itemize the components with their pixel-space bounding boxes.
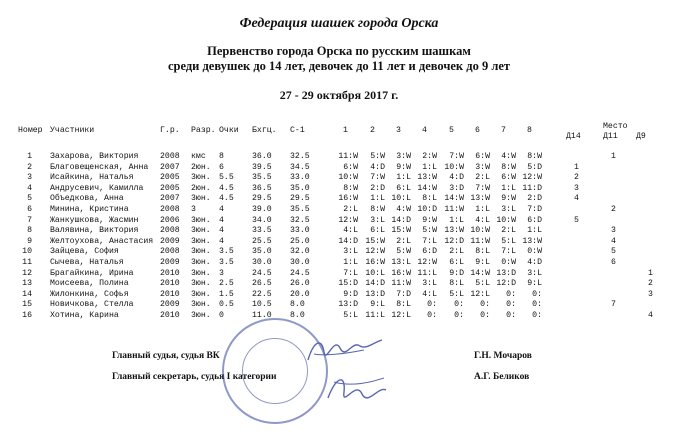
cell-round-4: 10:D bbox=[417, 205, 437, 214]
cell-round-6: 14:W bbox=[470, 268, 490, 278]
cell-points: 4 bbox=[219, 215, 224, 225]
cell-name: Сычева, Наталья bbox=[50, 258, 124, 267]
cell-round-8: 9:L bbox=[527, 279, 542, 289]
cell-rank: 3юн. bbox=[191, 300, 211, 310]
cell-round-5: 8:L bbox=[449, 279, 464, 289]
cell-round-7: 3:L bbox=[501, 205, 516, 214]
cell-round-5: 0: bbox=[454, 300, 464, 310]
cell-round-3: 14:D bbox=[391, 215, 411, 225]
cell-c1: 32.5 bbox=[290, 215, 310, 225]
cell-round-5: 3:D bbox=[449, 183, 464, 193]
cell-points: 3 bbox=[219, 268, 224, 278]
cell-round-1: 13:D bbox=[338, 300, 358, 310]
cell-name: Хотина, Карина bbox=[50, 311, 119, 320]
cell-num: 4 bbox=[27, 183, 32, 193]
chief-judge-name: Г.Н. Мочаров bbox=[474, 351, 532, 361]
cell-year: 2009 bbox=[160, 300, 180, 310]
col-header-round-6: 6 bbox=[475, 126, 480, 135]
cell-round-7: 0:W bbox=[501, 258, 516, 267]
cell-rank: 3юн. bbox=[191, 279, 211, 289]
cell-round-1: 1:L bbox=[343, 258, 358, 267]
col-header-round-2: 2 bbox=[370, 126, 375, 135]
cell-round-2: 5:W bbox=[370, 152, 385, 161]
cell-buch: 26.5 bbox=[252, 279, 272, 289]
cell-round-5: 0: bbox=[454, 311, 464, 320]
cell-round-2: 11:L bbox=[365, 311, 385, 320]
cell-round-5: 4:D bbox=[449, 173, 464, 183]
cell-round-2: 9:L bbox=[370, 300, 385, 310]
cell-round-1: 16:W bbox=[338, 194, 358, 204]
cell-round-6: 1:L bbox=[475, 205, 490, 214]
cell-points: 4 bbox=[219, 236, 224, 246]
cell-round-1: 4:L bbox=[343, 226, 358, 236]
cell-round-2: 10:L bbox=[365, 268, 385, 278]
cell-num: 15 bbox=[22, 300, 32, 310]
cell-round-6: 12:L bbox=[470, 289, 490, 299]
col-header-d11: Д11 bbox=[603, 132, 618, 141]
cell-c1: 35.5 bbox=[290, 205, 310, 214]
cell-place-d9: 1 bbox=[648, 268, 653, 278]
cell-rank: 3юн. bbox=[191, 226, 211, 236]
cell-round-6: 9:L bbox=[475, 258, 490, 267]
cell-round-4: 2:W bbox=[422, 152, 437, 161]
cell-points: 4 bbox=[219, 226, 224, 236]
cell-round-1: 3:L bbox=[343, 247, 358, 257]
cell-round-2: 13:D bbox=[365, 289, 385, 299]
tournament-title-line2: среди девушек до 14 лет, девочек до 11 лет и девочек до 9 лет bbox=[167, 59, 511, 73]
cell-name: Валявина, Виктория bbox=[50, 226, 139, 236]
cell-round-3: 10:L bbox=[391, 194, 411, 204]
col-header-d9: Д9 bbox=[636, 132, 646, 141]
cell-round-5: 12:D bbox=[444, 236, 464, 246]
cell-round-6: 4:L bbox=[475, 215, 490, 225]
cell-round-1: 11:W bbox=[338, 152, 358, 161]
cell-c1: 26.0 bbox=[290, 279, 310, 289]
col-header-buchholz: Бхгц. bbox=[252, 126, 277, 135]
cell-round-2: 8:W bbox=[370, 205, 385, 214]
cell-name: Захарова, Виктория bbox=[50, 152, 139, 161]
secretary-signature-icon bbox=[322, 368, 392, 416]
cell-buch: 30.0 bbox=[252, 258, 272, 267]
cell-buch: 22.5 bbox=[252, 289, 272, 299]
chief-secretary-title: Главный секретарь, судья I категории bbox=[112, 372, 277, 382]
cell-name: Минина, Кристина bbox=[50, 205, 129, 214]
cell-c1: 20.0 bbox=[290, 289, 310, 299]
cell-place-d11: 6 bbox=[611, 258, 616, 267]
col-header-num: Номер bbox=[18, 126, 43, 135]
cell-buch: 35.5 bbox=[252, 173, 272, 183]
cell-buch: 11.0 bbox=[252, 311, 272, 320]
cell-round-1: 6:W bbox=[343, 162, 358, 172]
cell-c1: 8.0 bbox=[290, 300, 305, 310]
cell-round-3: 5:W bbox=[396, 247, 411, 257]
cell-year: 2005 bbox=[160, 183, 180, 193]
tournament-dates: 27 - 29 октября 2017 г. bbox=[279, 88, 399, 102]
cell-points: 6 bbox=[219, 162, 224, 172]
cell-round-5: 7:W bbox=[449, 152, 464, 161]
cell-round-5: 10:W bbox=[444, 162, 464, 172]
cell-round-2: 12:W bbox=[365, 247, 385, 257]
cell-name: Благовещенская, Анна bbox=[50, 162, 149, 172]
cell-num: 1 bbox=[27, 152, 32, 161]
col-header-name: Участники bbox=[50, 126, 95, 135]
cell-place-d14: 4 bbox=[574, 194, 579, 204]
cell-rank: 3юн. bbox=[191, 247, 211, 257]
col-header-round-1: 1 bbox=[343, 126, 348, 135]
cell-round-7: 9:W bbox=[501, 194, 516, 204]
cell-round-7: 4:W bbox=[501, 152, 516, 161]
cell-round-8: 3:L bbox=[527, 268, 542, 278]
cell-points: 4.5 bbox=[219, 194, 234, 204]
cell-round-7: 13:D bbox=[496, 268, 516, 278]
cell-round-1: 2:L bbox=[343, 205, 358, 214]
cell-num: 9 bbox=[27, 236, 32, 246]
cell-round-8: 6:D bbox=[527, 215, 542, 225]
cell-place-d14: 3 bbox=[574, 183, 579, 193]
cell-round-8: 0: bbox=[532, 311, 542, 320]
cell-round-6: 6:W bbox=[475, 152, 490, 161]
col-header-points: Очки bbox=[219, 126, 239, 135]
cell-year: 2008 bbox=[160, 152, 180, 161]
cell-round-5: 5:L bbox=[449, 289, 464, 299]
col-header-place: Место bbox=[603, 122, 628, 131]
cell-c1: 8.0 bbox=[290, 311, 305, 320]
cell-rank: кмс bbox=[191, 152, 206, 161]
cell-round-2: 14:D bbox=[365, 279, 385, 289]
cell-year: 2006 bbox=[160, 215, 180, 225]
cell-place-d11: 4 bbox=[611, 236, 616, 246]
cell-place-d9: 3 bbox=[648, 289, 653, 299]
cell-round-8: 12:W bbox=[522, 173, 542, 183]
cell-place-d11: 7 bbox=[611, 300, 616, 310]
cell-round-8: 0:W bbox=[527, 247, 542, 257]
cell-name: Исайкина, Наталья bbox=[50, 173, 134, 183]
cell-year: 2009 bbox=[160, 236, 180, 246]
cell-round-2: 15:W bbox=[365, 236, 385, 246]
cell-round-2: 4:D bbox=[370, 162, 385, 172]
cell-year: 2008 bbox=[160, 247, 180, 257]
cell-round-4: 13:W bbox=[417, 173, 437, 183]
cell-buch: 29.5 bbox=[252, 194, 272, 204]
cell-round-7: 1:L bbox=[501, 183, 516, 193]
cell-rank: 2юн. bbox=[191, 162, 211, 172]
cell-round-2: 6:L bbox=[370, 226, 385, 236]
col-header-round-4: 4 bbox=[422, 126, 427, 135]
cell-round-1: 12:W bbox=[338, 215, 358, 225]
cell-round-7: 7:L bbox=[501, 247, 516, 257]
cell-c1: 33.0 bbox=[290, 173, 310, 183]
cell-round-7: 0: bbox=[506, 300, 516, 310]
cell-round-1: 10:W bbox=[338, 173, 358, 183]
cell-round-3: 15:W bbox=[391, 226, 411, 236]
cell-round-3: 12:L bbox=[391, 311, 411, 320]
cell-place-d14: 2 bbox=[574, 173, 579, 183]
cell-round-1: 9:D bbox=[343, 289, 358, 299]
cell-round-8: 11:D bbox=[522, 183, 542, 193]
cell-round-7: 12:D bbox=[496, 279, 516, 289]
cell-points: 3.5 bbox=[219, 258, 234, 267]
cell-place-d11: 2 bbox=[611, 205, 616, 214]
cell-num: 14 bbox=[22, 289, 32, 299]
cell-num: 6 bbox=[27, 205, 32, 214]
cell-round-1: 8:W bbox=[343, 183, 358, 193]
cell-round-3: 1:L bbox=[396, 173, 411, 183]
cell-round-7: 0: bbox=[506, 289, 516, 299]
cell-points: 2.5 bbox=[219, 279, 234, 289]
cell-c1: 24.5 bbox=[290, 268, 310, 278]
cell-round-1: 14:D bbox=[338, 236, 358, 246]
cell-round-3: 7:D bbox=[396, 289, 411, 299]
cell-round-2: 2:D bbox=[370, 183, 385, 193]
cell-buch: 36.0 bbox=[252, 152, 272, 161]
cell-round-7: 5:L bbox=[501, 236, 516, 246]
cell-year: 2010 bbox=[160, 311, 180, 320]
cell-round-8: 4:D bbox=[527, 258, 542, 267]
cell-round-5: 14:W bbox=[444, 194, 464, 204]
cell-buch: 39.5 bbox=[252, 162, 272, 172]
cell-num: 8 bbox=[27, 226, 32, 236]
cell-round-5: 6:L bbox=[449, 258, 464, 267]
cell-rank: 3юн. bbox=[191, 215, 211, 225]
cell-name: Жилонкина, Софья bbox=[50, 289, 129, 299]
cell-round-5: 11:W bbox=[444, 205, 464, 214]
cell-buch: 35.0 bbox=[252, 247, 272, 257]
cell-round-3: 3:W bbox=[396, 152, 411, 161]
cell-round-3: 16:W bbox=[391, 268, 411, 278]
cell-round-2: 16:W bbox=[365, 258, 385, 267]
cell-round-3: 8:L bbox=[396, 300, 411, 310]
cell-name: Моисеева, Полина bbox=[50, 279, 129, 289]
cell-round-1: 7:L bbox=[343, 268, 358, 278]
cell-c1: 33.0 bbox=[290, 226, 310, 236]
tournament-title-line1: Первенство города Орска по русским шашкам bbox=[207, 44, 471, 58]
cell-num: 16 bbox=[22, 311, 32, 320]
cell-place-d14: 1 bbox=[574, 162, 579, 172]
cell-round-2: 1:L bbox=[370, 194, 385, 204]
cell-points: 5.5 bbox=[219, 173, 234, 183]
cell-year: 2009 bbox=[160, 258, 180, 267]
cell-round-4: 0: bbox=[427, 300, 437, 310]
cell-round-3: 9:W bbox=[396, 162, 411, 172]
cell-place-d9: 4 bbox=[648, 311, 653, 320]
cell-round-4: 1:L bbox=[422, 162, 437, 172]
cell-round-3: 4:W bbox=[396, 205, 411, 214]
cell-round-6: 0: bbox=[480, 300, 490, 310]
cell-round-6: 7:W bbox=[475, 183, 490, 193]
cell-buch: 10.5 bbox=[252, 300, 272, 310]
cell-round-4: 9:W bbox=[422, 215, 437, 225]
cell-points: 8 bbox=[219, 152, 224, 161]
cell-buch: 34.0 bbox=[252, 215, 272, 225]
cell-c1: 25.0 bbox=[290, 236, 310, 246]
cell-round-4: 0: bbox=[427, 311, 437, 320]
cell-num: 11 bbox=[22, 258, 32, 267]
cell-place-d11: 5 bbox=[611, 247, 616, 257]
cell-round-4: 6:D bbox=[422, 247, 437, 257]
cell-num: 10 bbox=[22, 247, 32, 257]
cell-round-8: 2:D bbox=[527, 194, 542, 204]
cell-rank: 3юн. bbox=[191, 289, 211, 299]
cell-round-6: 2:L bbox=[475, 173, 490, 183]
cell-buch: 39.0 bbox=[252, 205, 272, 214]
cell-buch: 33.5 bbox=[252, 226, 272, 236]
cell-c1: 30.0 bbox=[290, 258, 310, 267]
cell-rank: 3юн. bbox=[191, 258, 211, 267]
cell-place-d9: 2 bbox=[648, 279, 653, 289]
cell-round-4: 3:L bbox=[422, 279, 437, 289]
cell-place-d11: 1 bbox=[611, 152, 616, 161]
col-header-round-7: 7 bbox=[501, 126, 506, 135]
cell-round-6: 10:W bbox=[470, 226, 490, 236]
cell-rank: 3 bbox=[191, 205, 196, 214]
cell-points: 4.5 bbox=[219, 183, 234, 193]
cell-num: 3 bbox=[27, 173, 32, 183]
cell-c1: 34.5 bbox=[290, 162, 310, 172]
col-header-round-5: 5 bbox=[449, 126, 454, 135]
cell-year: 2005 bbox=[160, 173, 180, 183]
cell-name: Новичкова, Стелла bbox=[50, 300, 134, 310]
cell-c1: 35.0 bbox=[290, 183, 310, 193]
cell-points: 4 bbox=[219, 205, 224, 214]
cell-year: 2008 bbox=[160, 205, 180, 214]
cell-name: Андрусевич, Камилла bbox=[50, 183, 144, 193]
cell-round-4: 14:W bbox=[417, 183, 437, 193]
cell-c1: 32.5 bbox=[290, 152, 310, 161]
cell-round-5: 13:W bbox=[444, 226, 464, 236]
cell-round-8: 1:L bbox=[527, 226, 542, 236]
cell-rank: 2юн. bbox=[191, 183, 211, 193]
cell-num: 5 bbox=[27, 194, 32, 204]
cell-points: 1.5 bbox=[219, 289, 234, 299]
cell-rank: 3юн. bbox=[191, 311, 211, 320]
cell-round-7: 0: bbox=[506, 311, 516, 320]
cell-round-4: 12:W bbox=[417, 258, 437, 267]
chief-judge-title: Главный судья, судья ВК bbox=[112, 351, 220, 361]
cell-round-8: 5:D bbox=[527, 162, 542, 172]
cell-num: 12 bbox=[22, 268, 32, 278]
cell-round-4: 5:W bbox=[422, 226, 437, 236]
cell-round-8: 0: bbox=[532, 289, 542, 299]
cell-round-3: 2:L bbox=[396, 236, 411, 246]
cell-round-8: 0: bbox=[532, 300, 542, 310]
cell-year: 2010 bbox=[160, 289, 180, 299]
results-table bbox=[0, 122, 678, 320]
cell-points: 3.5 bbox=[219, 247, 234, 257]
cell-round-5: 2:L bbox=[449, 247, 464, 257]
cell-round-4: 4:L bbox=[422, 289, 437, 299]
cell-buch: 25.5 bbox=[252, 236, 272, 246]
cell-round-7: 10:W bbox=[496, 215, 516, 225]
cell-num: 13 bbox=[22, 279, 32, 289]
col-header-rank: Разр. bbox=[191, 126, 216, 135]
cell-num: 7 bbox=[27, 215, 32, 225]
col-header-d14: Д14 bbox=[566, 132, 581, 141]
cell-year: 2007 bbox=[160, 194, 180, 204]
cell-rank: 3юн. bbox=[191, 194, 211, 204]
cell-buch: 24.5 bbox=[252, 268, 272, 278]
cell-round-6: 11:W bbox=[470, 236, 490, 246]
cell-place-d11: 3 bbox=[611, 226, 616, 236]
cell-round-4: 11:L bbox=[417, 268, 437, 278]
cell-num: 2 bbox=[27, 162, 32, 172]
cell-round-8: 7:D bbox=[527, 205, 542, 214]
cell-round-8: 13:W bbox=[522, 236, 542, 246]
cell-place-d14: 5 bbox=[574, 215, 579, 225]
cell-name: Зайцева, София bbox=[50, 247, 119, 257]
col-header-c1: С-1 bbox=[290, 126, 305, 135]
chief-secretary-name: А.Г. Беликов bbox=[474, 372, 530, 382]
col-header-round-8: 8 bbox=[527, 126, 532, 135]
cell-round-8: 8:W bbox=[527, 152, 542, 161]
cell-round-1: 15:D bbox=[338, 279, 358, 289]
col-header-year: Г.р. bbox=[160, 126, 180, 135]
cell-c1: 29.5 bbox=[290, 194, 310, 204]
cell-round-6: 13:W bbox=[470, 194, 490, 204]
cell-name: Желтоухова, Анастасия bbox=[50, 236, 154, 246]
cell-year: 2007 bbox=[160, 162, 180, 172]
cell-round-4: 8:L bbox=[422, 194, 437, 204]
cell-buch: 36.5 bbox=[252, 183, 272, 193]
cell-round-1: 5:L bbox=[343, 311, 358, 320]
col-header-round-3: 3 bbox=[396, 126, 401, 135]
cell-year: 2010 bbox=[160, 268, 180, 278]
cell-round-5: 9:D bbox=[449, 268, 464, 278]
cell-round-3: 13:L bbox=[391, 258, 411, 267]
cell-points: 0 bbox=[219, 311, 224, 320]
cell-round-6: 0: bbox=[480, 311, 490, 320]
federation-title: Федерация шашек города Орска bbox=[239, 16, 439, 31]
cell-round-7: 2:L bbox=[501, 226, 516, 236]
cell-name: Объедкова, Анна bbox=[50, 194, 124, 204]
cell-points: 0.5 bbox=[219, 300, 234, 310]
cell-round-6: 8:L bbox=[475, 247, 490, 257]
cell-rank: 3юн. bbox=[191, 173, 211, 183]
cell-round-7: 6:W bbox=[501, 173, 516, 183]
cell-round-6: 3:W bbox=[475, 162, 490, 172]
cell-rank: 3юн. bbox=[191, 236, 211, 246]
cell-round-2: 7:W bbox=[370, 173, 385, 183]
seal-inner-ring bbox=[242, 338, 308, 404]
cell-round-5: 1:L bbox=[449, 215, 464, 225]
cell-round-7: 8:W bbox=[501, 162, 516, 172]
cell-year: 2008 bbox=[160, 226, 180, 236]
cell-round-2: 3:L bbox=[370, 215, 385, 225]
cell-round-3: 11:W bbox=[391, 279, 411, 289]
cell-c1: 32.0 bbox=[290, 247, 310, 257]
cell-round-3: 6:L bbox=[396, 183, 411, 193]
cell-year: 2010 bbox=[160, 279, 180, 289]
cell-name: Брагайкина, Ирина bbox=[50, 268, 134, 278]
cell-name: Жанкушкова, Жасмин bbox=[50, 215, 139, 225]
cell-rank: 3юн. bbox=[191, 268, 211, 278]
cell-round-4: 7:L bbox=[422, 236, 437, 246]
cell-round-6: 5:L bbox=[475, 279, 490, 289]
